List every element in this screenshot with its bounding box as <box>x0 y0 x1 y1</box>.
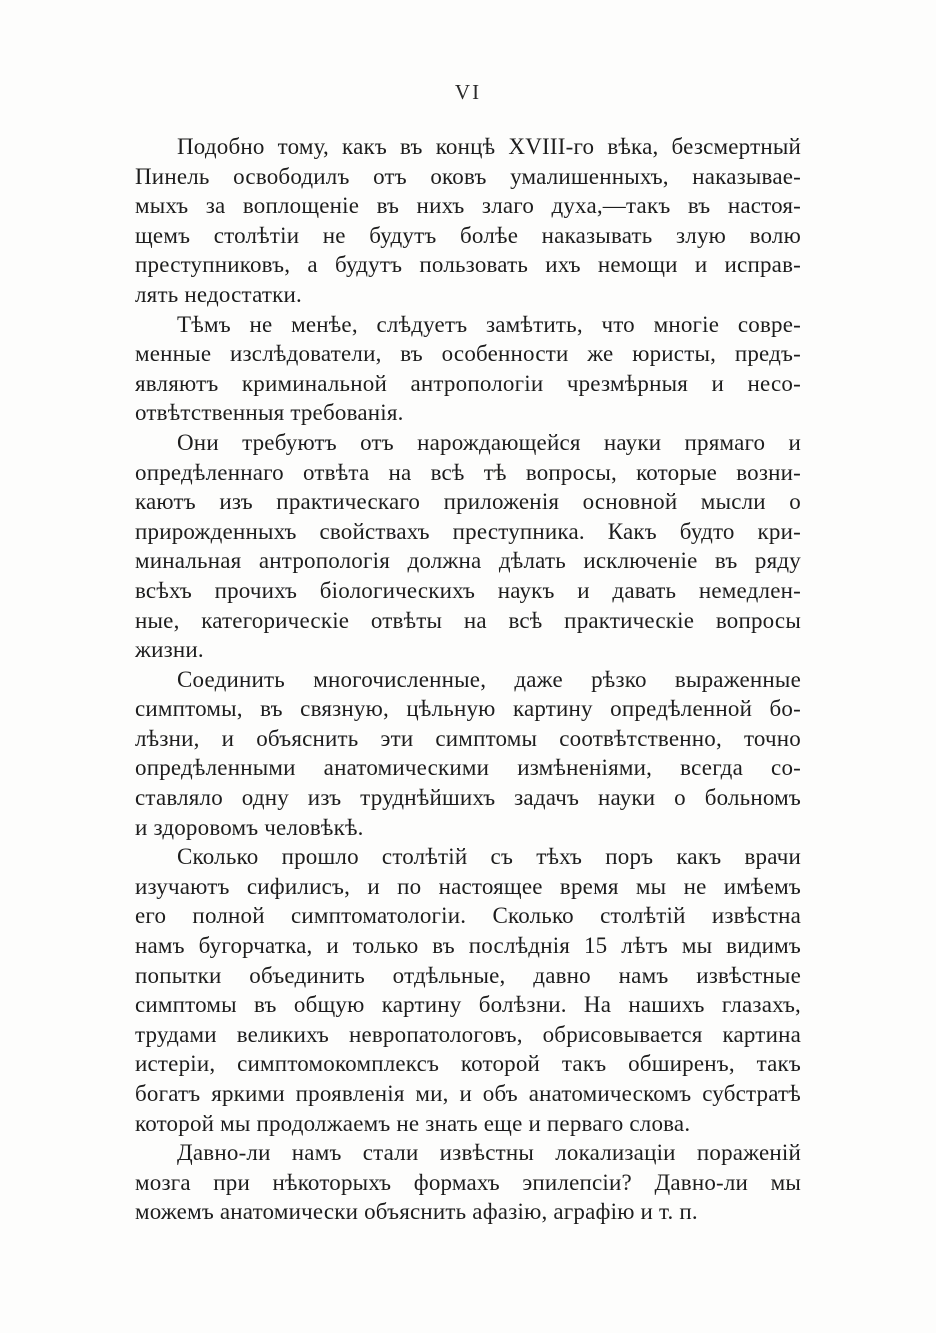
text-block <box>135 132 801 1227</box>
text-line: ные, категорическіе отвѣты на всѣ практическіе вопросы <box>135 607 801 633</box>
text-line: истеріи, симптомокомплексъ которой такъ обширенъ, такъ <box>135 1051 801 1077</box>
text-line: трудами великихъ невропатологовъ, обрисовывается картина <box>135 1021 801 1047</box>
text-line: преступниковъ, а будутъ пользовать ихъ немощи и исправ- <box>135 252 801 278</box>
text-line: и здоровомъ человѣкѣ. <box>135 814 364 840</box>
text-line: попытки объединить отдѣльные, давно намъ извѣстные <box>135 962 801 988</box>
text-line: которой мы продолжаемъ не знать еще и перваго слова. <box>135 1110 691 1136</box>
text-line: мыхъ за воплощеніе въ нихъ злаго духа,—такъ въ настоя- <box>135 193 801 219</box>
text-line: жизни. <box>135 637 204 663</box>
text-line: Сколько прошло столѣтій съ тѣхъ поръ какъ врачи <box>177 844 801 870</box>
text-line: опредѣленными анатомическими измѣненіями, всегда со- <box>135 755 801 781</box>
paragraph <box>135 842 801 1138</box>
text-line: Подобно тому, какъ въ концѣ XVIII-го вѣка, безсмертный <box>177 134 801 159</box>
paragraph <box>135 1138 801 1227</box>
text-line: симптомы, въ связную, цѣльную картину опредѣленной бо- <box>135 696 801 722</box>
text-line: изучаютъ сифилисъ, и по настоящее время мы не имѣемъ <box>135 873 801 899</box>
text-line: являютъ криминальной антропологіи чрезмѣрныя и несо- <box>135 370 801 396</box>
text-line: мозга при нѣкоторыхъ формахъ эпилепсіи? Давно-ли мы <box>135 1169 801 1195</box>
text-line: менные изслѣдователи, въ особенности же юристы, предъ- <box>135 341 801 367</box>
text-line: можемъ анатомически объяснить афазію, аграфію и т. п. <box>135 1199 698 1225</box>
text-line: Они требуютъ отъ нарождающейся науки прямаго и <box>177 429 801 455</box>
text-line: ставляло одну изъ труднѣйшихъ задачъ науки о больномъ <box>135 785 801 811</box>
paragraph <box>135 310 801 428</box>
text-line: прирожденныхъ свойствахъ преступника. Какъ будто кри- <box>135 518 801 544</box>
paragraph <box>135 665 801 843</box>
text-line: намъ бугорчатка, и только въ послѣднія 15 лѣтъ мы видимъ <box>135 933 801 959</box>
text-line: опредѣленнаго отвѣта на всѣ тѣ вопросы, которые возни- <box>135 459 801 485</box>
text-line: Пинель освободилъ отъ оковъ умалишенныхъ, наказывае- <box>135 163 801 189</box>
paragraph <box>135 132 801 310</box>
paragraph <box>135 428 801 665</box>
text-line: всѣхъ прочихъ біологическихъ наукъ и давать немедлен- <box>135 577 801 603</box>
text-line: богатъ яркими проявленія ми, и объ анатомическомъ субстратѣ <box>135 1081 801 1106</box>
text-line: Соединить многочисленные, даже рѣзко выраженные <box>177 666 801 692</box>
text-line: щемъ столѣтіи не будутъ болѣе наказывать злую волю <box>135 222 801 248</box>
text-line: отвѣтственныя требованія. <box>135 400 404 426</box>
text-line: лять недостатки. <box>135 281 302 307</box>
page-number: VI <box>454 80 482 104</box>
text-line: Давно-ли намъ стали извѣстны локализаціи пораженій <box>177 1140 801 1166</box>
text-line: минальная антропологія должна дѣлать исключеніе въ ряду <box>135 548 801 574</box>
text-line: его полной симптоматологіи. Сколько столѣтій извѣстна <box>135 903 801 929</box>
text-line: каютъ изъ практическаго приложенія основной мысли о <box>135 489 801 515</box>
text-line: симптомы въ общую картину болѣзни. На нашихъ глазахъ, <box>135 992 801 1018</box>
text-line: лѣзни, и объяснить эти симптомы соотвѣтственно, точно <box>135 725 801 751</box>
text-line: Тѣмъ не менѣе, слѣдуетъ замѣтить, что многіе совре- <box>177 311 801 337</box>
